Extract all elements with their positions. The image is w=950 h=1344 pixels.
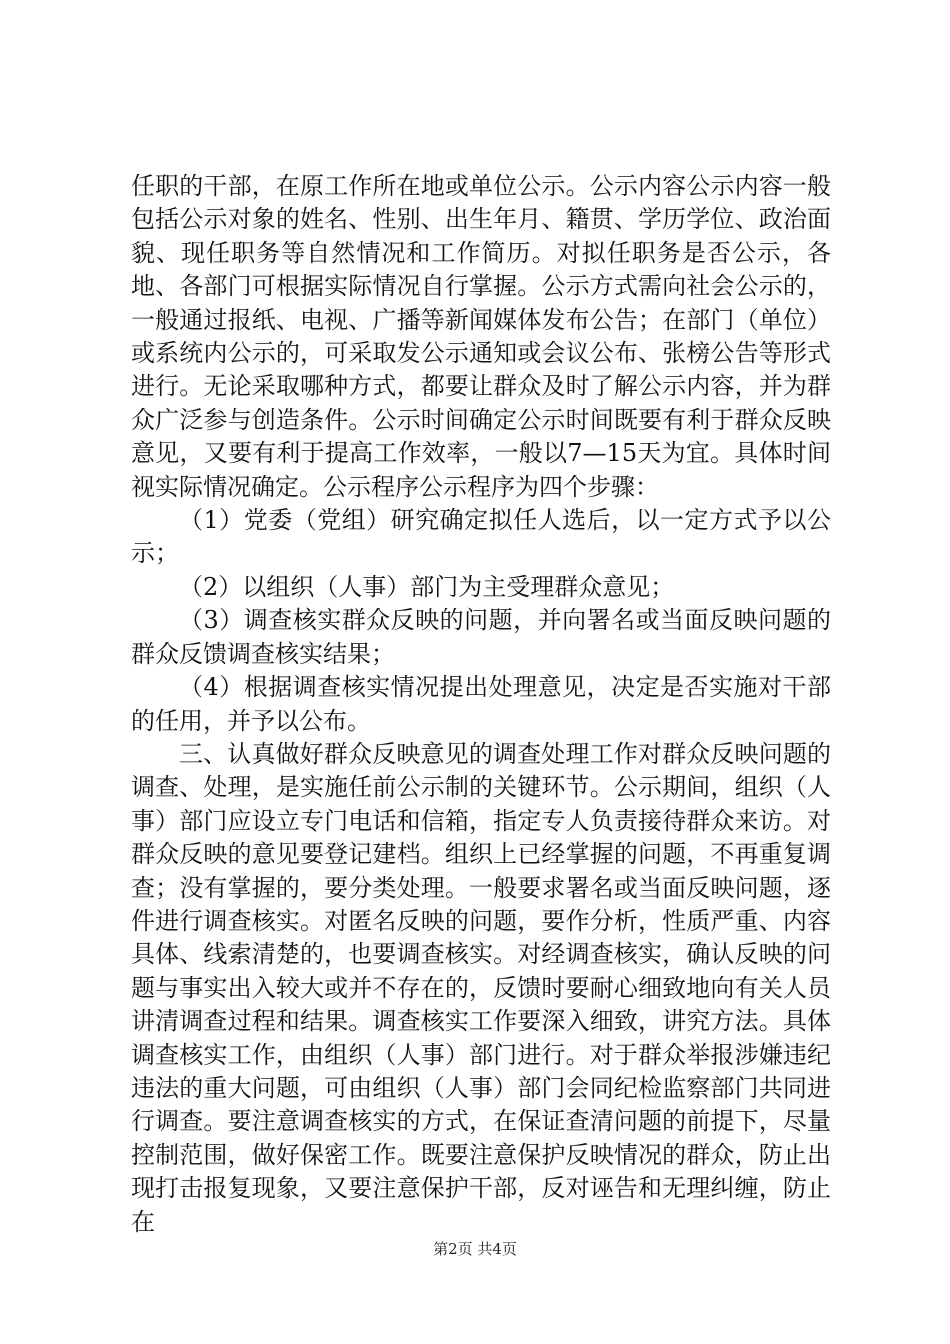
paragraph-step-4: （4）根据调查核实情况提出处理意见，决定是否实施对干部的任用，并予以公布。 xyxy=(131,673,831,735)
paragraph-step-3: （3）调查核实群众反映的问题，并向署名或当面反映问题的群众反馈调查核实结果； xyxy=(131,606,831,668)
document-body xyxy=(131,170,831,1239)
paragraph-step-1: （1）党委（党组）研究确定拟任人选后，以一定方式予以公示； xyxy=(131,506,831,568)
paragraph-step-2: （2）以组织（人事）部门为主受理群众意见； xyxy=(179,572,675,601)
paragraph-continuation: 任职的干部，在原工作所在地或单位公示。公示内容公示内容一般包括公示对象的姓名、性别、出生年月、籍贯、学历学位、政治面貌、现任职务等自然情况和工作简历。对拟任职务是否公示，各地、各部门可根据实际情况自行掌握。公示方式需向社会公示的，一般通过报纸、电视、广播等新闻媒体发布公告；在部门（单位）或系统内公示的，可采取发公示通知或会议公布、张榜公告等形式进行。无论采取哪种方式，都要让群众及时了解公示内容，并为群众广泛参与创造条件。公示时间确定公示时间既要有利于群众反映意见，又要有利于提高工作效率，一般以7—15天为宜。具体时间视实际情况确定。公示程序公示程序为四个步骤： xyxy=(131,172,831,501)
paragraph-section-three: 三、认真做好群众反映意见的调查处理工作对群众反映问题的调查、处理，是实施任前公示制的关键环节。公示期间，组织（人事）部门应设立专门电话和信箱，指定专人负责接待群众来访。对群众反映的意见要登记建档。组织上已经掌握的问题，不再重复调查；没有掌握的，要分类处理。一般要求署名或当面反映问题，逐件进行调查核实。对匿名反映的问题，要作分析，性质严重、内容具体、线索清楚的，也要调查核实。对经调查核实，确认反映的问题与事实出入较大或并不存在的，反馈时要耐心细致地向有关人员讲清调查过程和结果。调查核实工作要深入细致，讲究方法。具体调查核实工作，由组织（人事）部门进行。对于群众举报涉嫌违纪违法的重大问题，可由组织（人事）部门会同纪检监察部门共同进行调查。要注意调查核实的方式，在保证查清问题的前提下，尽量控制范围，做好保密工作。既要注意保护反映情况的群众，防止出现打击报复现象，又要注意保护干部，反对诬告和无理纠缠，防止在 xyxy=(131,739,831,1236)
page-number-label: 第2页 共4页 xyxy=(433,1240,517,1258)
page-footer xyxy=(0,1238,950,1259)
